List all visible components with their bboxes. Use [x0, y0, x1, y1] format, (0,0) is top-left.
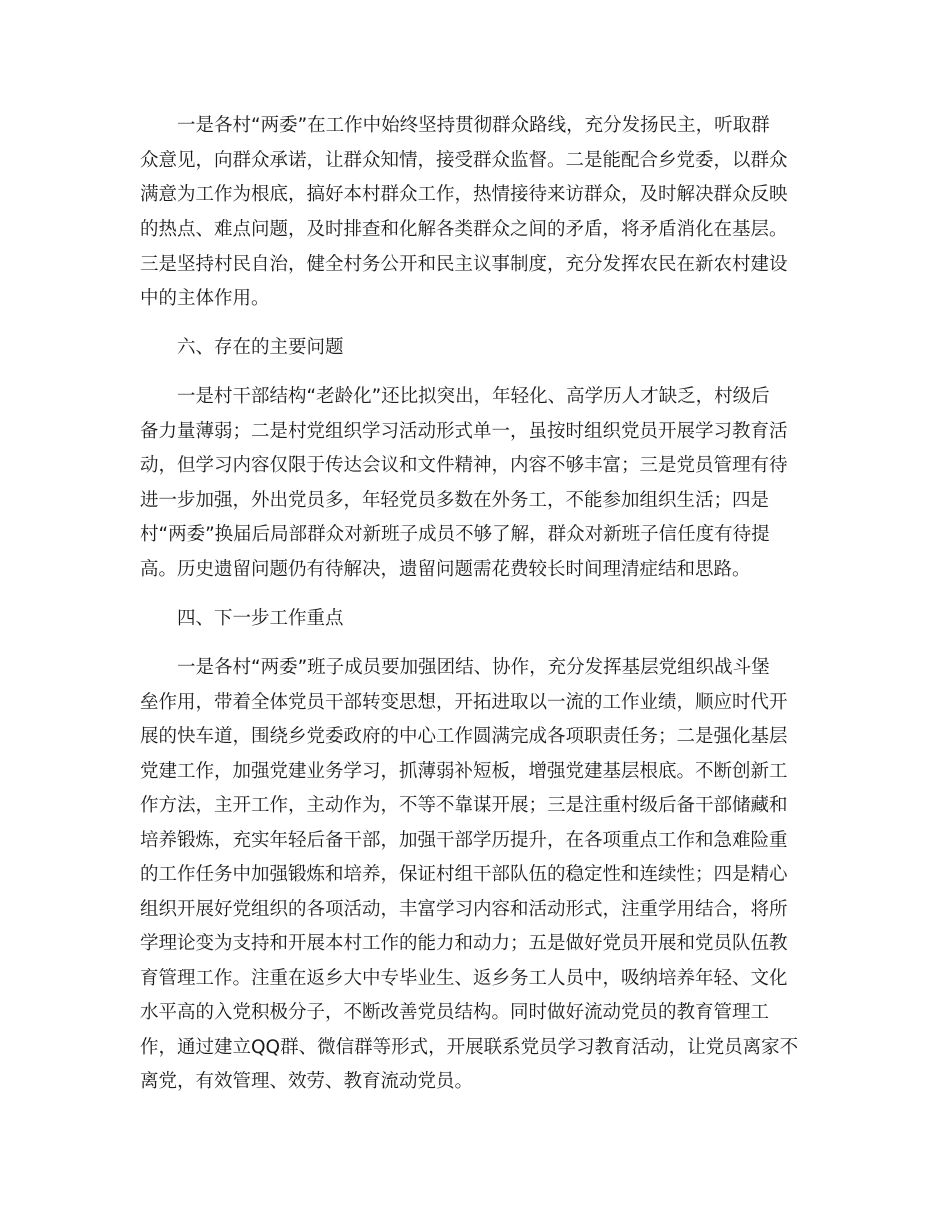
paragraph-1-line-3: 满意为工作为根底，搞好本村群众工作，热情接待来访群众，及时解决群众反映: [140, 184, 788, 205]
paragraph-2-line-3: 动，但学习内容仅限于传达会议和文件精神，内容不够丰富；三是党员管理有待: [140, 455, 788, 476]
paragraph-3-line-7: 的工作任务中加强锻炼和培养，保证村组干部队伍的稳定性和连续性；四是精心: [140, 864, 788, 885]
paragraph-2-line-4: 进一步加强，外出党员多，年轻党员多数在外务工，不能参加组织生活；四是: [140, 490, 770, 511]
paragraph-3-line-9: 学理论变为支持和开展本村工作的能力和动力；五是做好党员开展和党员队伍教: [140, 933, 788, 954]
paragraph-3-line-11: 水平高的入党积极分子，不断改善党员结构。同时做好流动党员的教育管理工: [140, 1002, 770, 1023]
paragraph-2-line-6: 高。历史遗留问题仍有待解决，遗留问题需花费较长时间理清症结和思路。: [140, 559, 751, 580]
paragraph-3-line-6: 培养锻炼，充实年轻后备干部，加强干部学历提升，在各项重点工作和急难险重: [140, 830, 788, 851]
section-heading-next-steps: 四、下一步工作重点: [177, 608, 344, 629]
paragraph-3-line-10: 育管理工作。注重在返乡大中专毕业生、返乡务工人员中，吸纳培养年轻、文化: [140, 968, 788, 989]
paragraph-3-line-3: 展的快车道，围绕乡党委政府的中心工作圆满完成各项职责任务；二是强化基层: [140, 726, 788, 747]
paragraph-3-line-12: 作，通过建立QQ群、微信群等形式，开展联系党员学习教育活动，让党员离家不: [140, 1037, 799, 1058]
section-heading-problems: 六、存在的主要问题: [177, 337, 344, 358]
paragraph-1-line-1: 一是各村“两委”在工作中始终坚持贯彻群众路线，充分发扬民主，听取群: [177, 115, 770, 136]
paragraph-3-line-8: 组织开展好党组织的各项活动，丰富学习内容和活动形式，注重学用结合，将所: [140, 899, 788, 920]
paragraph-3-line-1: 一是各村“两委”班子成员要加强团结、协作，充分发挥基层党组织战斗堡: [177, 657, 770, 678]
paragraph-2-line-1: 一是村干部结构“老龄化”还比拟突出，年轻化、高学历人才缺乏，村级后: [177, 386, 770, 407]
paragraph-1-line-4: 的热点、难点问题，及时排查和化解各类群众之间的矛盾，将矛盾消化在基层。: [140, 219, 788, 240]
paragraph-3-line-4: 党建工作，加强党建业务学习，抓薄弱补短板，增强党建基层根底。不断创新工: [140, 761, 788, 782]
paragraph-2-line-5: 村“两委”换届后局部群众对新班子成员不够了解，群众对新班子信任度有待提: [140, 524, 770, 545]
paragraph-1-line-6: 中的主体作用。: [140, 288, 270, 309]
paragraph-1-line-2: 众意见，向群众承诺，让群众知情，接受群众监督。二是能配合乡党委，以群众: [140, 150, 788, 171]
paragraph-3-line-2: 垒作用，带着全体党员干部转变思想，开拓进取以一流的工作业绩，顺应时代开: [140, 692, 788, 713]
paragraph-1-line-5: 三是坚持村民自治，健全村务公开和民主议事制度，充分发挥农民在新农村建设: [140, 254, 788, 275]
paragraph-3-line-5: 作方法，主开工作，主动作为，不等不靠谋开展；三是注重村级后备干部储藏和: [140, 795, 788, 816]
paragraph-3-line-13: 离党，有效管理、效劳、教育流动党员。: [140, 1071, 474, 1092]
paragraph-2-line-2: 备力量薄弱；二是村党组织学习活动形式单一，虽按时组织党员开展学习教育活: [140, 421, 788, 442]
